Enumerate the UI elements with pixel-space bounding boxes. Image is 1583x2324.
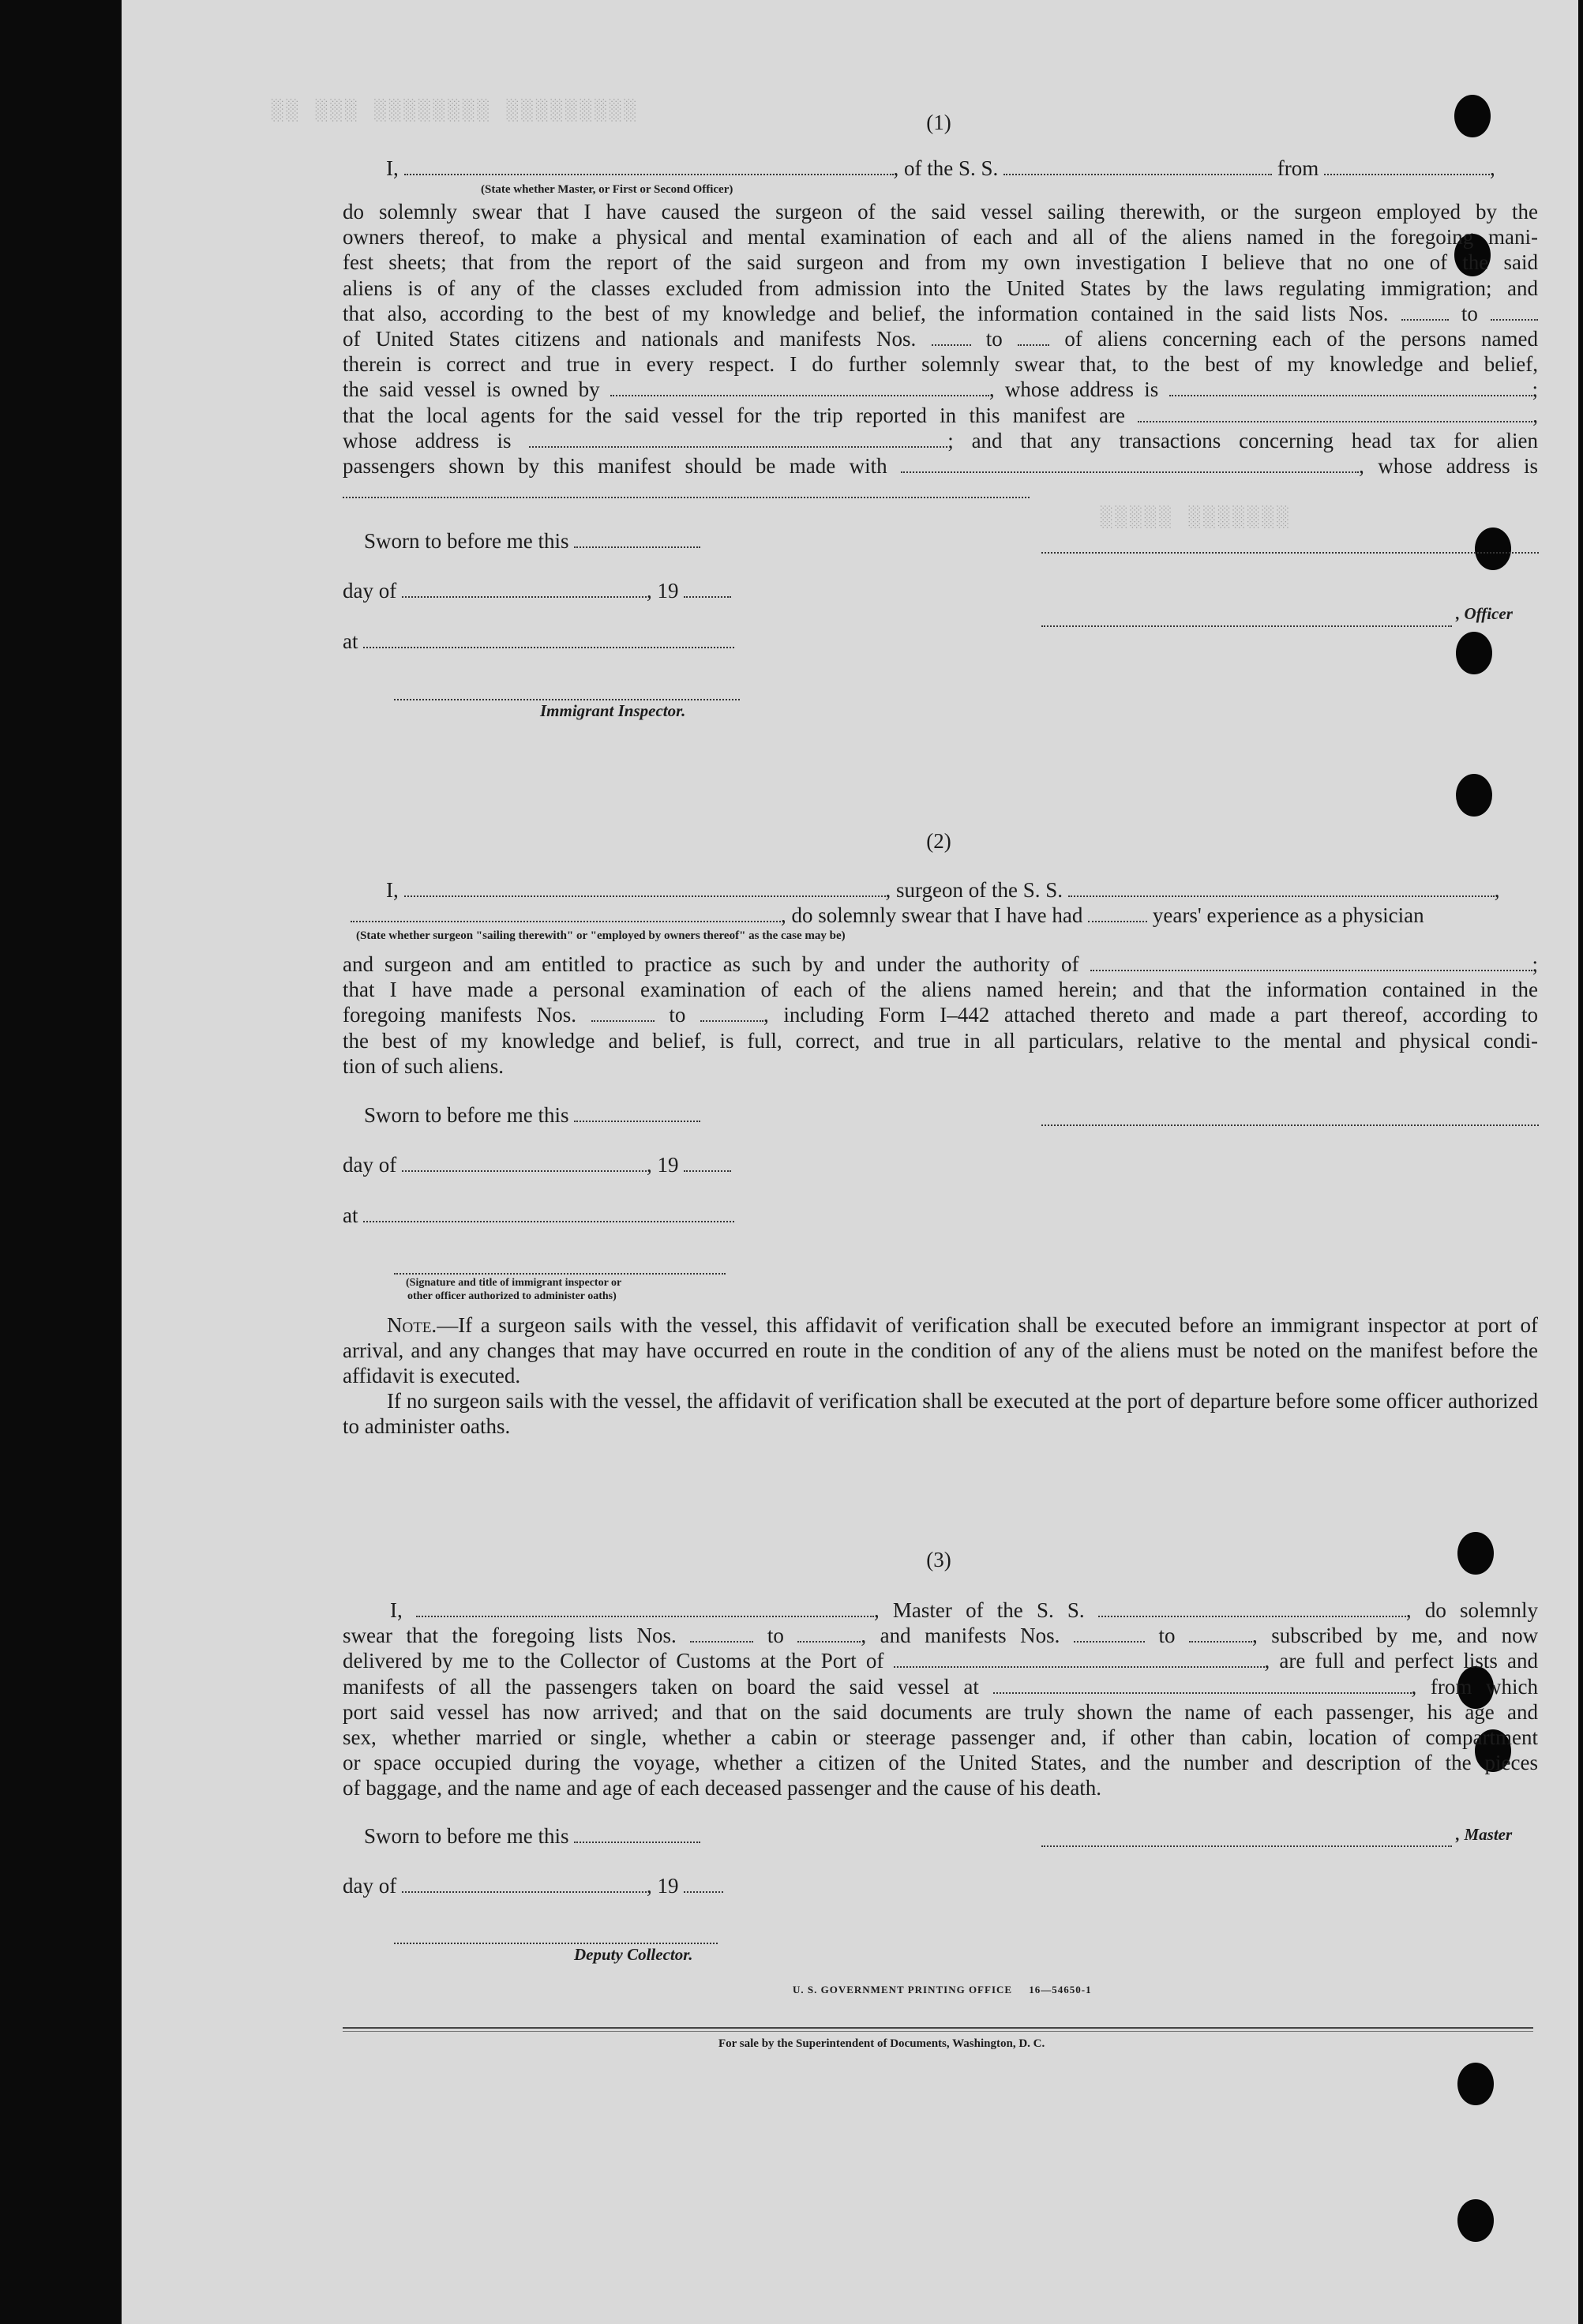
sec2-ship-field[interactable] bbox=[1068, 878, 1495, 897]
sec1-sub-note: (State whether Master, or First or Second Officer) bbox=[481, 183, 733, 196]
sec3-sworn: Sworn to before me this bbox=[364, 1824, 700, 1849]
sec1-sworn: Sworn to before me this bbox=[364, 529, 700, 554]
binder-hole-1 bbox=[1454, 95, 1491, 137]
sec2-opening-line: I, , surgeon of the S. S. , bbox=[386, 878, 1500, 902]
section-2-number: (2) bbox=[926, 829, 951, 853]
bleed-through-text: ░░ ░░░ ░░░░░░░░ ░░░░░░░░░ bbox=[272, 99, 640, 122]
local-agents-field[interactable] bbox=[1138, 404, 1532, 422]
binder-hole-4 bbox=[1456, 632, 1492, 674]
form-sheet bbox=[122, 0, 1578, 2324]
binder-hole-6 bbox=[1457, 1532, 1494, 1575]
port-field[interactable] bbox=[894, 1649, 1265, 1668]
master-caption: , Master bbox=[1456, 1825, 1513, 1844]
sec3-master-signature-line[interactable] bbox=[1041, 1844, 1452, 1847]
sec2-inspector-line[interactable] bbox=[394, 1271, 726, 1275]
binder-hole-3 bbox=[1475, 527, 1511, 570]
sec3-body: I, , Master of the S. S. , do solemnly swear that the foregoing lists Nos. to , and manifests Nos. to , subscribed by me, and now delivered by me to the Collector of Customs at the Port of , are full and perfect lists and manifests of all the passengers taken on board the said vessel at , from which port said vessel has now arrived; and that on the said documents are truly shown the name of each passenger, his age and sex, whether married or single, whether a cabin or steerage passenger and, if other than cabin, location of compartment or space occupied during the voyage, whether a citizen of the United States, and the number and description of the pieces of baggage, and the name and age of each deceased passenger and the cause of his death. bbox=[343, 1598, 1539, 1800]
sec2-at: at bbox=[343, 1203, 734, 1228]
years-field[interactable] bbox=[1088, 903, 1147, 922]
for-sale-line: For sale by the Superintendent of Documents, Washington, D. C. bbox=[718, 2037, 1045, 2050]
sec2-surgeon-signature-line[interactable] bbox=[1041, 1123, 1539, 1126]
sec2-sworn: Sworn to before me this bbox=[364, 1103, 700, 1128]
from-port-field[interactable] bbox=[1324, 156, 1490, 175]
surgeon-name-field[interactable] bbox=[404, 878, 886, 897]
section-1-number: (1) bbox=[926, 111, 951, 134]
surgeon-note: Note.—If a surgeon sails with the vessel, this affidavit of verification shall be executed before an immigrant inspector at port of arrival, and any changes that may have occurred en route in the condition of any of the aliens must be noted on the manifest before the affidavit is executed. If no surgeon sails with the vessel, the affidavit of verification shall be executed at the port of departure before some officer authorized to administer oaths. bbox=[343, 1313, 1538, 1438]
printing-office-line: U. S. GOVERNMENT PRINTING OFFICE 16—54650-1 bbox=[793, 1984, 1092, 1995]
sec3-ship-field[interactable] bbox=[1098, 1598, 1406, 1617]
sec2-sub-note: (State whether surgeon "sailing therewith" or "employed by owners thereof" as the case may be) bbox=[356, 929, 846, 942]
sec2-experience-line: , do solemnly swear that I have had years' experience as a physician bbox=[351, 903, 1424, 928]
authority-field[interactable] bbox=[1090, 952, 1532, 971]
ship-name-field[interactable] bbox=[1003, 156, 1272, 175]
sec1-body: do solemnly swear that I have caused the surgeon of the said vessel sailing therewith, or the surgeon employed by the owners thereof, to make a physical and mental examination of each and all of the aliens named in the foregoing mani- fest sheets; that from the report of the said surgeon and from my own investigation I believe that no one of the said aliens is of any of the classes excluded from admission into the United States by the laws regulating immigration; and that also, according to the best of my knowledge and belief, the information contained in the said lists Nos. to of United States citizens and nationals and manifests Nos. to of aliens concerning each of the persons named therein is correct and true in every respect. I do further solemnly swear that, to the best of my knowledge and belief, the said vessel is owned by , whose address is ; that the local agents for the said vessel for the trip reported in this manifest are , whose address is ; and that any transactions concerning head tax for alien passengers shown by this manifest should be made with , whose address is bbox=[343, 199, 1538, 504]
binder-hole-10 bbox=[1457, 2199, 1494, 2242]
owner-field[interactable] bbox=[610, 377, 989, 396]
footer-rule-2 bbox=[343, 2031, 1533, 2032]
sec1-officer-signature-line[interactable] bbox=[1041, 550, 1539, 554]
sec1-inspector-line[interactable] bbox=[394, 697, 740, 700]
footer-rule bbox=[343, 2027, 1533, 2029]
head-tax-field[interactable] bbox=[901, 454, 1359, 473]
immigrant-inspector-caption: Immigrant Inspector. bbox=[540, 701, 686, 720]
sec1-officer-line[interactable] bbox=[1041, 624, 1452, 627]
sec2-sig-note-2: other officer authorized to administer oaths) bbox=[407, 1290, 617, 1302]
sec2-day-of: day of , 19 bbox=[343, 1153, 731, 1177]
master-name-field[interactable] bbox=[416, 1598, 874, 1617]
sec1-opening-line: I, , of the S. S. from , bbox=[386, 156, 1495, 180]
binder-hole-9 bbox=[1457, 2063, 1494, 2105]
sec1-at: at bbox=[343, 629, 734, 654]
binder-hole-5 bbox=[1456, 774, 1492, 817]
deputy-collector-caption: Deputy Collector. bbox=[574, 1945, 693, 1964]
bleed-through-text: ░░░░░ ░░░░░░░ bbox=[1101, 505, 1292, 529]
sec3-deputy-line[interactable] bbox=[394, 1941, 718, 1944]
officer-name-field[interactable] bbox=[404, 156, 894, 175]
officer-caption: , Officer bbox=[1456, 604, 1513, 623]
departure-port-field[interactable] bbox=[993, 1675, 1412, 1694]
sec3-day-of: day of , 19 bbox=[343, 1874, 723, 1898]
sec2-body: and surgeon and am entitled to practice as such by and under the authority of ; that I have made a personal examination of each of the aliens named herein; and that the information contained in the foregoing manifests Nos. to , including Form I–442 attached thereto and made a part thereof, according to the best of my knowledge and belief, is full, correct, and true in all particulars, relative to the mental and physical condi- tion of such aliens. bbox=[343, 952, 1539, 1078]
section-3-number: (3) bbox=[926, 1548, 951, 1571]
sec1-day-of: day of , 19 bbox=[343, 579, 731, 603]
sec2-sig-note-1: (Signature and title of immigrant inspector or bbox=[406, 1277, 622, 1289]
